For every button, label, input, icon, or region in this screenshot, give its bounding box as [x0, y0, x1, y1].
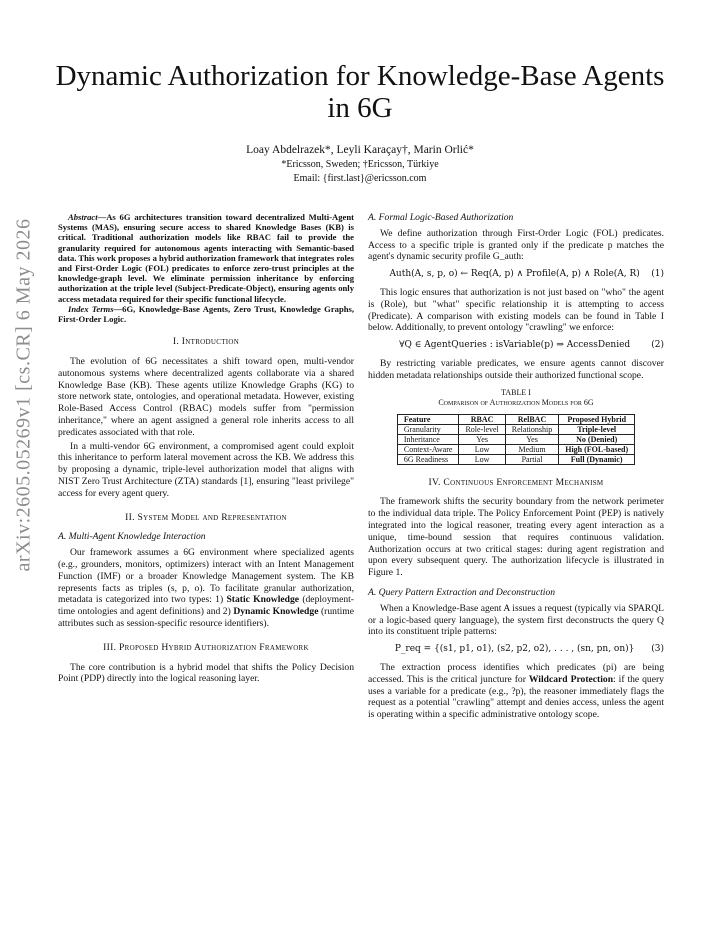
table-cell: Triple-level	[559, 424, 635, 434]
index-terms-label: Index Terms—	[68, 303, 123, 314]
author-list: Loay Abdelrazek*, Leyli Karaçay†, Marin Orlić*	[246, 144, 474, 156]
paragraph: When a Knowledge-Base agent A issues a request (typically via SPARQL or a logic-based query language), the system first deconstructs the query Q into its constituent triple patterns:	[368, 602, 664, 638]
author-email: Email: {first.last}@ericsson.com	[293, 173, 427, 184]
table-header-cell: RelBAC	[505, 414, 558, 424]
paragraph: The framework shifts the security boundary from the network perimeter to the individual data triple. The Policy Enforcement Point (PEP) is natively integrated into the logical reasoner, treating every agent interaction as a unique, time-bound session that requires continuous validation. Authorization occurs at two critical stages: during agent registration and upon every subsequent query. The authorization lifecycle is illustrated in Figure 1.	[368, 496, 664, 579]
section-heading: III. Proposed Hybrid Authorization Framework	[103, 641, 309, 653]
equation-number: (1)	[651, 269, 664, 280]
table-cell: 6G Readiness	[397, 454, 459, 464]
table-cell: Context-Aware	[397, 444, 459, 454]
paragraph: The evolution of 6G necessitates a shift toward open, multi-vendor autonomous systems where decentralized agents collaborate via a shared Knowledge Base (KB). These agents utilize Knowledge Graphs (KG) to store network state, ontologies, and operational metadata. However, existing Role-Based Access Control (RBAC) models suffer from "permission inheritance," where an agent assigned a general role inherits access to all predicates associated with that role.	[58, 356, 354, 438]
affiliation: *Ericsson, Sweden; †Ericsson, Türkiye	[281, 159, 439, 170]
subsection-heading: A. Query Pattern Extraction and Deconstruction	[368, 586, 556, 598]
table-caption: Comparison of Authorization Models for 6G	[438, 397, 594, 407]
equation-number: (2)	[651, 340, 664, 351]
table-header-row	[397, 414, 634, 424]
paragraph: This logic ensures that authorization is not just based on "who" the agent is (Role), but "what" specific relationship it is attempting to access (Predicate). A comparison with existing models can be found in Table I below. Additionally, to prevent ontology "crawling" we enforce:	[368, 286, 664, 334]
table-cell: Inheritance	[397, 434, 459, 444]
right-column	[368, 212, 664, 723]
arxiv-watermark	[6, 95, 42, 695]
equation-body: P_req = {(s1, p1, o1), (s2, p2, o2), . . . , (sn, pn, on)}	[394, 644, 635, 655]
paragraph: The extraction process identifies which predicates (pi) are being accessed. This is the critical juncture for Wildcard Protection: if the query uses a variable for a predicate (e.g., ?p), the reasoner immediately flags the request as a potential "crawling" attempt and denies access, unless the agent is operating within a specific administrative ontology scope.	[368, 661, 664, 721]
paper-title: Dynamic Authorization for Knowledge-Base Agents in 6G	[55, 60, 665, 124]
table-header-cell: Proposed Hybrid	[559, 414, 635, 424]
table-cell: Role-level	[459, 424, 505, 434]
equation	[368, 644, 664, 656]
table-row	[397, 434, 634, 444]
paragraph: By restricting variable predicates, we ensure agents cannot discover hidden metadata relationships outside their authorized functional scope.	[368, 357, 664, 381]
equation-body: ∀Q ∈ AgentQueries : isVariable(p) ⇒ AccessDenied	[399, 340, 631, 351]
subsection-heading: A. Formal Logic-Based Authorization	[368, 212, 514, 223]
paragraph: The core contribution is a hybrid model that shifts the Policy Decision Point (PDP) directly into the logical reasoning layer.	[58, 661, 354, 685]
table-label: TABLE I	[501, 387, 531, 397]
section-heading: I. Introduction	[172, 336, 240, 348]
table-row	[397, 424, 634, 434]
section-heading: IV. Continuous Enforcement Mechanism	[428, 476, 604, 488]
table-cell: Granularity	[397, 424, 459, 434]
table-cell: Low	[459, 454, 505, 464]
abstract	[58, 212, 354, 324]
table-cell: Low	[459, 444, 505, 454]
index-terms-text: 6G, Knowledge-Base Agents, Zero Trust, Knowledge Graphs, First-Order Logic.	[58, 303, 355, 325]
subsection-heading: A. Multi-Agent Knowledge Interaction	[58, 531, 206, 543]
table-cell: Partial	[505, 454, 558, 464]
abstract-label: Abstract—	[68, 212, 107, 222]
table-cell: Yes	[459, 434, 505, 444]
table-header-cell: RBAC	[459, 414, 505, 424]
left-column	[58, 212, 354, 687]
table-cell: Yes	[505, 434, 558, 444]
equation-body: Auth(A, s, p, o) ← Req(A, p) ∧ Profile(A, p) ∧ Role(A, R)	[389, 269, 640, 280]
table-row	[397, 454, 634, 464]
table-cell: Medium	[505, 444, 558, 454]
equation-number: (3)	[651, 644, 664, 655]
table-header-cell: Feature	[397, 414, 459, 424]
table-cell: No (Denied)	[559, 434, 635, 444]
equation	[368, 269, 664, 281]
table-cell: Relationship	[505, 424, 558, 434]
abstract-text: As 6G architectures transition toward decentralized Multi-Agent Systems (MAS), ensuring secure access to shared Knowledge Bases (KB) is critical. Traditional authorization models like RBAC fail to provide the granularity required for autonomous agents interacting with Semantic-based data. This work proposes a hybrid authorization framework that integrates roles and First-Order Logic (FOL) predicates to enforce zero-trust principles at the knowledge-graph level. We eliminate permission inheritance by enforcing authorization at the triple level (Subject-Predicate-Object), ensuring agents only access metadata required for their specific functional lifecycle.	[58, 212, 354, 304]
section-heading: II. System Model and Representation	[125, 511, 287, 523]
paragraph: In a multi-vendor 6G environment, a compromised agent could exploit this inheritance to perform lateral movement across the KB. We address this by proposing a dynamic, triple-level authorization model that aligns with NIST Zero Trust Architecture (ZTA) standards [1], ensuring "least privilege" access for every agent query.	[58, 440, 354, 499]
paragraph: Our framework assumes a 6G environment where specialized agents (e.g., grounders, monitors, optimizers) interact with an Intent Management Function (IMF) or a broader Knowledge Management system. The KB represents facts as triples (s, p, o). To facilitate granular authorization, metadata is categorized into two types: 1) Static Knowledge (deployment-time ontologies and agent definitions) and 2) Dynamic Knowledge (runtime attributes such as session-specific resource identifiers).	[58, 547, 355, 629]
equation	[368, 340, 664, 352]
table-cell: High (FOL-based)	[559, 444, 635, 454]
comparison-table	[397, 414, 635, 465]
table-cell: Full (Dynamic)	[559, 454, 635, 464]
paragraph: We define authorization through First-Order Logic (FOL) predicates. Access to a specific triple is granted only if the predicate p matches the agent's dynamic security profile G_auth:	[368, 227, 664, 263]
arxiv-id: arXiv:2605.05269v1 [cs.CR] 6 May 2026	[12, 218, 35, 572]
table-row	[397, 444, 634, 454]
